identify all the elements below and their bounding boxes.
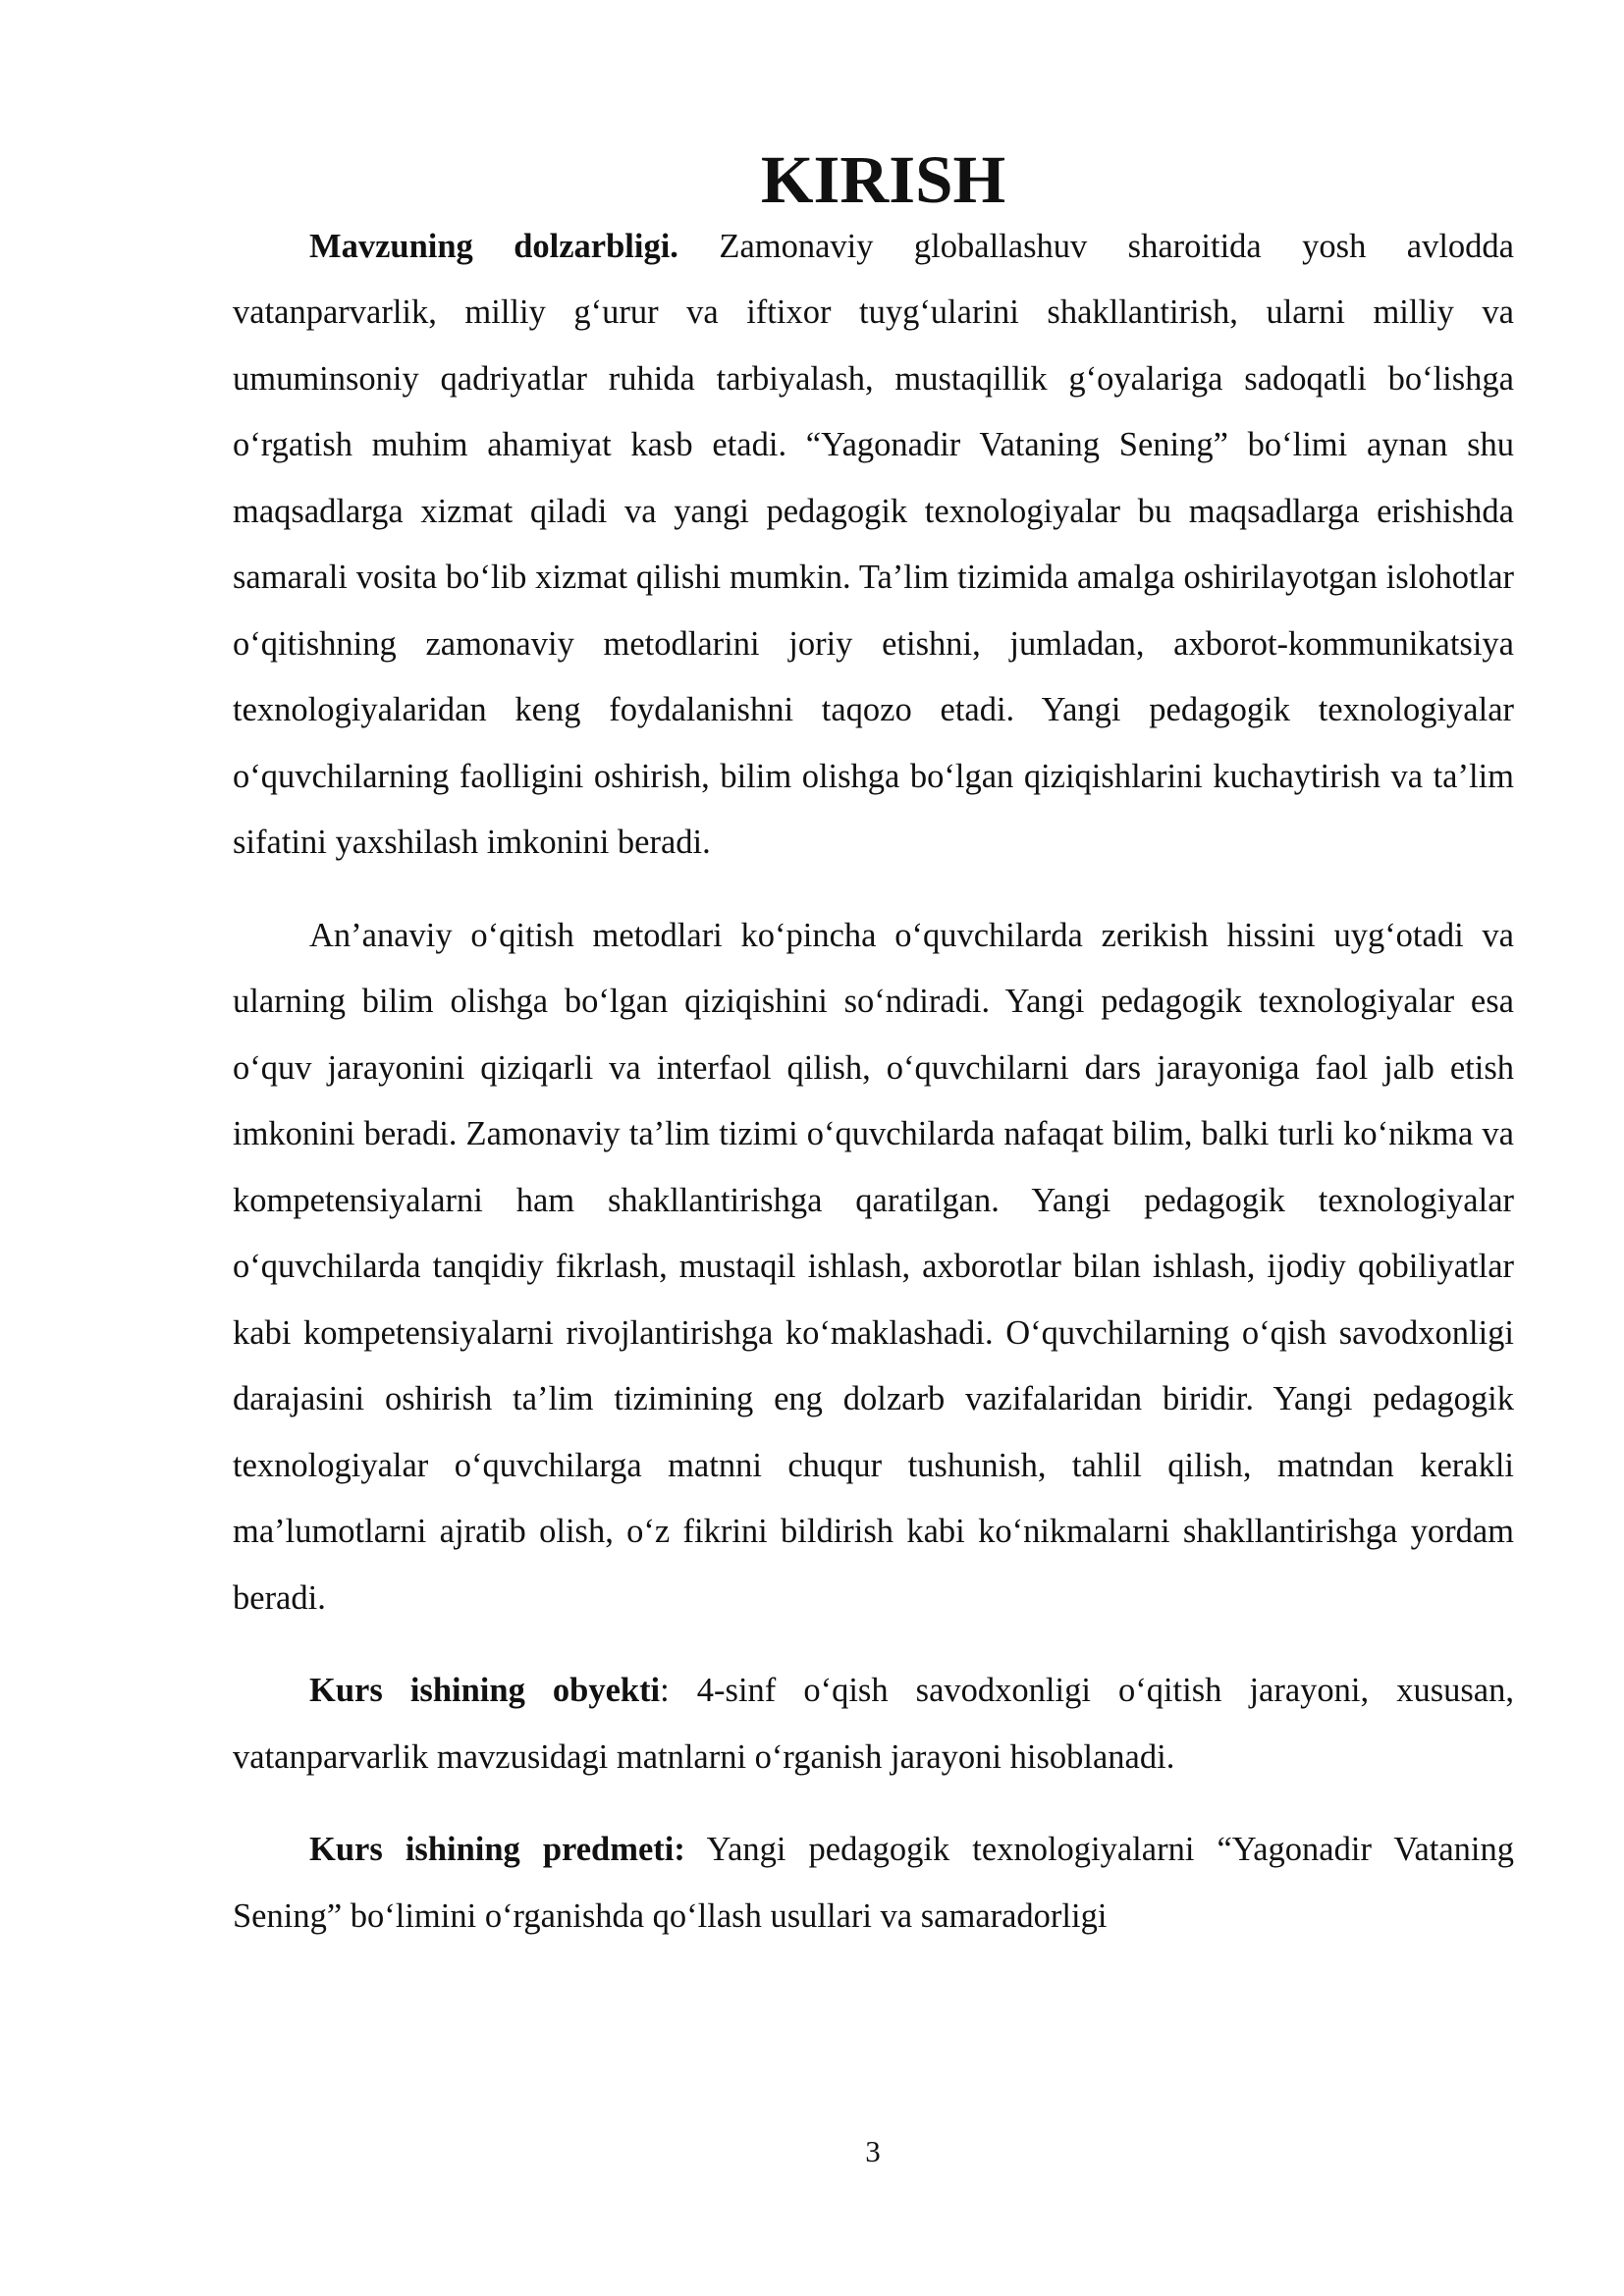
paragraph-text: An’anaviy o‘qitish metodlari ko‘pincha o‘quvchilarda zerikish hissini uyg‘otadi va ularning bilim olishga bo‘lgan qiziqishini so‘ndiradi. Yangi pedagogik texnologiyalar esa o‘quv jarayonini qiziqarli va interfaol qilish, o‘quvchilarni dars jarayoniga faol jalb etish imkonini beradi. Zamonaviy ta’lim tizimi o‘quvchilarda nafaqat bilim, balki turli ko‘nikma va kompetensiyalarni ham shakllantirishga qaratilgan. Yangi pedagogik texnologiyalar o‘quvchilarda tanqidiy fikrlash, mustaqil ishlash, axborotlar bilan ishlash, ijodiy qobiliyatlar kabi kompetensiyalarni rivojlantirishga ko‘maklashadi. O‘quvchilarning o‘qish savodxonligi darajasini oshirish ta’lim tizimining eng dolzarb vazifalaridan biridir. Yangi pedagogik texnologiyalar o‘quvchilarga matnni chuqur tushunish, tahlil qilish, matndan kerakli ma’lumotlarni ajratib olish, o‘z fikrini bildirish kabi ko‘nikmalarni shakllantirishga yordam beradi. xyxy=(233,916,1514,1617)
section-heading: KIRISH xyxy=(760,142,1006,217)
paragraph-text: Zamonaviy globallashuv sharoitida yosh avlodda vatanparvarlik, milliy g‘urur va iftixor tuyg‘ularini shakllantirish, ularni milliy va umuminsoniy qadriyatlar ruhida tarbiyalash, mustaqillik g‘oyalariga sadoqatli bo‘lishga o‘rgatish muhim ahamiyat kasb etadi. “Yagonadir Vataning Sening” bo‘limi aynan shu maqsadlarga xizmat qiladi va yangi pedagogik texnologiyalar bu maqsadlarga erishishda samarali vosita bo‘lib xizmat qilishi mumkin. Ta’lim tizimida amalga oshirilayotgan islohotlar o‘qitishning zamonaviy metodlarini joriy etishni, jumladan, axborot-kommunikatsiya texnologiyalaridan keng foydalanishni taqozo etadi. Yangi pedagogik texnologiyalar o‘quvchilarning faolligini oshirish, bilim olishga bo‘lgan qiziqishlarini kuchaytirish va ta’lim sifatini yaxshilash imkonini beradi. xyxy=(233,227,1514,861)
paragraph-lead: Kurs ishining obyekti xyxy=(309,1672,661,1709)
paragraph-text: : 4-sinf o‘qish savodxonligi o‘qitish jarayoni, xususan, vatanparvarlik mavzusidagi matnlarni o‘rganish jarayoni hisoblanadi. xyxy=(233,1672,1514,1776)
paragraph-lead: Mavzuning dolzarbligi. xyxy=(309,227,678,265)
paragraph-text: Yangi pedagogik texnologiyalarni “Yagonadir Vataning Sening” bo‘limini o‘rganishda qo‘llash usullari va samaradorligi xyxy=(233,1831,1514,1935)
paragraph-object xyxy=(233,1658,1514,1790)
paragraph-lead: Kurs ishining predmeti: xyxy=(309,1831,685,1868)
paragraph-relevance xyxy=(233,214,1514,877)
paragraph-subject xyxy=(233,1817,1514,1949)
page-content xyxy=(233,142,1514,1949)
paragraph-methods xyxy=(233,903,1514,1632)
page-number: 3 xyxy=(865,2134,881,2168)
